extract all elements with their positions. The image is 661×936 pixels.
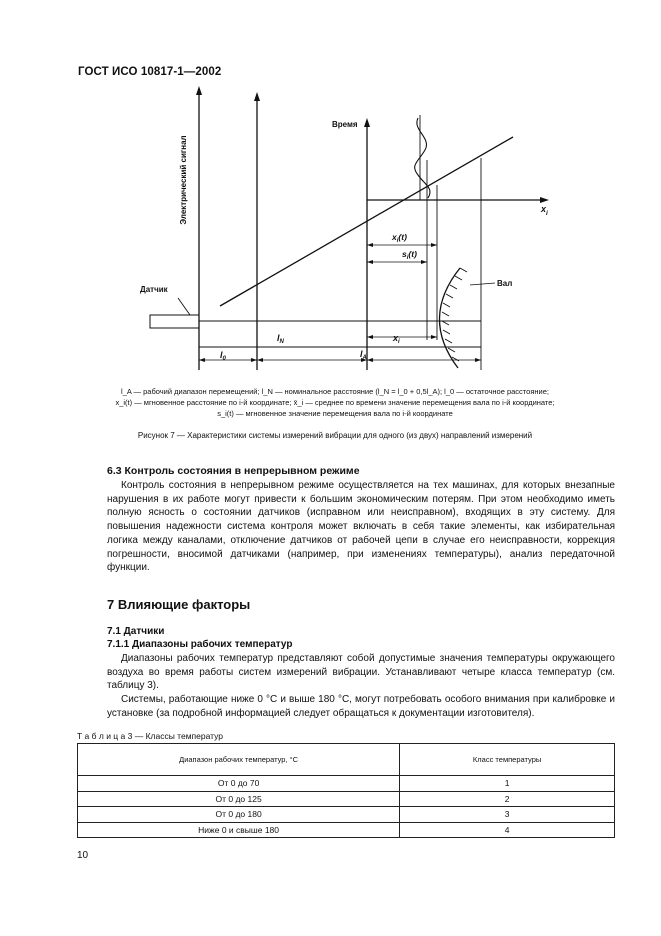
xi-bar-label: $x_i$ (393, 333, 400, 345)
table-cell: От 0 до 180 (78, 807, 400, 823)
table-row (78, 791, 615, 807)
page-number: 10 (77, 850, 89, 861)
table-3-caption: Т а б л и ц а 3 — Классы температур (77, 731, 224, 741)
paragraph: Диапазоны рабочих температур представляют собой допустимые значения температуры окружающего воздуха во время работы систем измерений вибрации. Устанавливают четыре класса температур (см. таблицу 3). (107, 653, 615, 692)
table-cell: От 0 до 125 (78, 791, 400, 807)
section-6-3-heading: 6.3 Контроль состояния в непрерывном режиме (107, 465, 360, 477)
section-7-1-1-heading: 7.1.1 Диапазоны рабочих температур (107, 639, 293, 650)
lN-label: $l_N$ (277, 333, 284, 345)
section-7-text (107, 652, 615, 721)
table-cell: Ниже 0 и свыше 180 (78, 822, 400, 838)
figure-7-diagram (0, 0, 661, 430)
legend-line: l_A — рабочий диапазон перемещений; l_N — номинальное расстояние (l_N = l_0 + 0,5l_A); l_0 — остаточное расстояние; (121, 387, 549, 396)
table-cell: 3 (400, 807, 615, 823)
time-axis-label: Время (332, 120, 358, 129)
figure-caption: Рисунок 7 — Характеристики системы измерений вибрации для одного (из двух) направлений измерений (137, 431, 533, 440)
temperature-classes-table (77, 743, 615, 838)
paragraph: Контроль состояния в непрерывном режиме осуществляется на тех машинах, для которых внезапные нарушения в их работе могут привести к большим экономическим потерям. При этом необходимо иметь полную ясность о состоянии датчиков (исправном или неисправном), входящих в эту систему. Для повышения надежности система контроля может включать в себя такие элементы, как избирательная логика между каналами, отключение датчиков от рабочей цепи в случае его неисправности, коррекция погрешности, вносимой датчиками (например, при изменениях температуры), анализ передаточной функции. (107, 480, 615, 574)
lA-label: $l_A$ (360, 349, 367, 361)
table-header-row (78, 744, 615, 776)
si-t-label: $s_i(t)$ (402, 249, 417, 261)
sensor-body (150, 315, 199, 328)
table-cell: 2 (400, 791, 615, 807)
column-header: Диапазон рабочих температур, °C (78, 744, 400, 776)
xi-t-label: $x_i(t)$ (392, 232, 407, 244)
column-header: Класс температуры (400, 744, 615, 776)
table-cell: От 0 до 70 (78, 776, 400, 792)
legend-line: x_i(t) — мгновенное расстояние по i-й координате; x̄_i — среднее по времени значение перемещения вала по i-й координате; (115, 398, 555, 407)
vibration-waveform (415, 118, 430, 198)
table-row (78, 776, 615, 792)
sensor-label: Датчик (140, 285, 168, 294)
table-row (78, 807, 615, 823)
section-7-1-heading: 7.1 Датчики (107, 626, 165, 637)
table-cell: 4 (400, 822, 615, 838)
paragraph: Системы, работающие ниже 0 °C и выше 180 °C, могут потребовать особого внимания при калибровке и установке (за подробной информацией следует обращаться к документации изготовителя). (107, 694, 615, 719)
l0-label: $l_0$ (220, 350, 226, 362)
section-7-heading: 7 Влияющие факторы (107, 597, 251, 612)
section-6-3-text (107, 479, 615, 575)
figure-legend (60, 386, 610, 419)
x-axis-label: $x_i$ (541, 204, 548, 217)
document-header: ГОСТ ИСО 10817-1—2002 (78, 66, 222, 78)
legend-line: s_i(t) — мгновенное значение перемещения вала по i-й координате (217, 409, 453, 418)
table-row (78, 822, 615, 838)
signal-axis-label: Электрический сигнал (179, 135, 188, 225)
table-cell: 1 (400, 776, 615, 792)
shaft-arc (439, 268, 460, 368)
shaft-label: Вал (497, 279, 513, 288)
